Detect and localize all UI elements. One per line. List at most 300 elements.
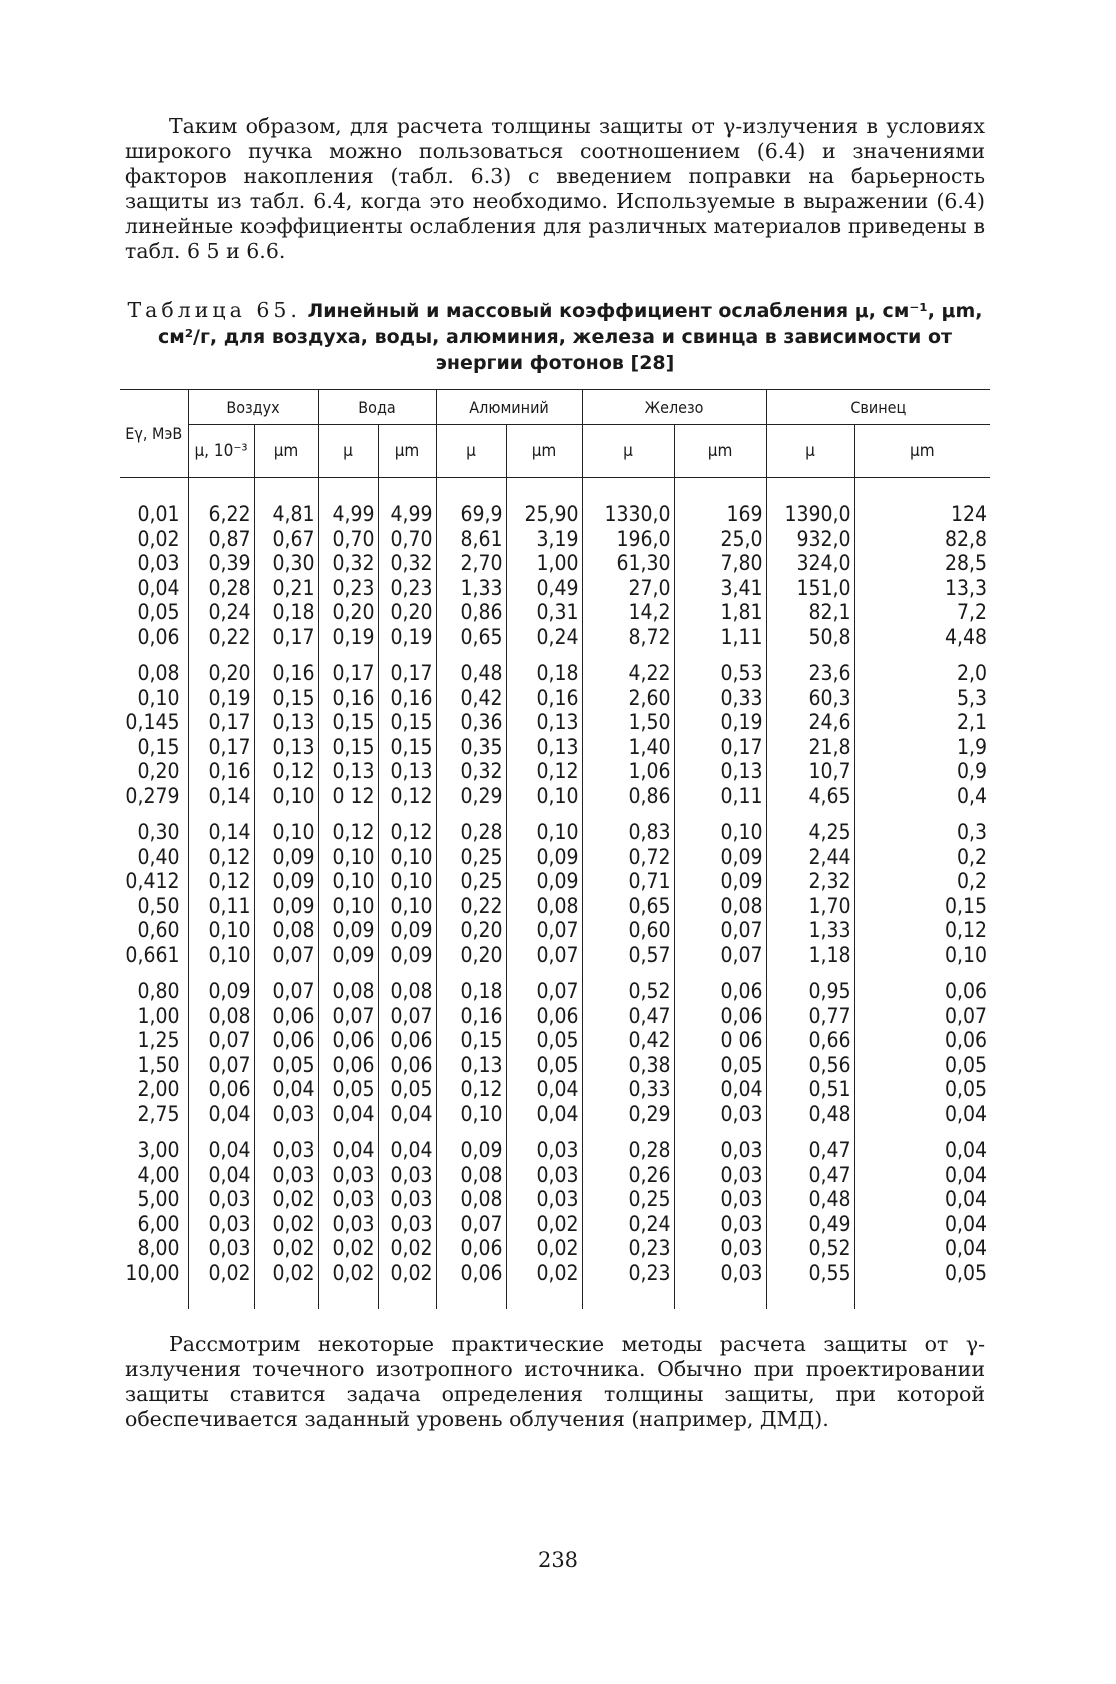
value-cell: 0,70 — [378, 527, 436, 552]
spacer-cell — [378, 967, 436, 979]
value-cell: 0,08 — [674, 894, 766, 919]
value-cell: 0,10 — [254, 784, 318, 809]
value-cell: 0,24 — [506, 625, 582, 650]
value-cell: 0,07 — [254, 943, 318, 968]
group-spacer — [120, 1126, 990, 1138]
sub-header: μ — [582, 425, 674, 478]
value-cell: 4,25 — [766, 820, 854, 845]
value-cell: 0,33 — [582, 1077, 674, 1102]
value-cell: 0,03 — [318, 1163, 378, 1188]
value-cell: 0,15 — [378, 710, 436, 735]
value-cell: 0,66 — [766, 1028, 854, 1053]
spacer-cell — [854, 808, 990, 820]
table-row — [120, 820, 990, 845]
spacer-cell — [378, 1126, 436, 1138]
value-cell: 0,02 — [254, 1212, 318, 1237]
value-cell: 0,12 — [436, 1077, 506, 1102]
spacer-cell — [120, 649, 188, 661]
value-cell: 0,09 — [674, 869, 766, 894]
value-cell: 0,10 — [318, 894, 378, 919]
spacer-cell — [582, 1297, 674, 1309]
spacer-cell — [318, 478, 378, 491]
spacer-cell — [436, 1297, 506, 1309]
value-cell: 0,05 — [854, 1053, 990, 1078]
table-row — [120, 1053, 990, 1078]
value-cell: 0,03 — [378, 1212, 436, 1237]
value-cell: 0,29 — [436, 784, 506, 809]
value-cell: 4,22 — [582, 661, 674, 686]
value-cell: 0,16 — [318, 686, 378, 711]
value-cell: 0 06 — [674, 1028, 766, 1053]
value-cell: 0,09 — [254, 869, 318, 894]
spacer-cell — [436, 1285, 506, 1297]
value-cell: 0,04 — [318, 1102, 378, 1127]
energy-cell: 2,75 — [137, 1101, 180, 1126]
value-cell: 0,04 — [854, 1236, 990, 1261]
spacer-cell — [436, 478, 506, 491]
spacer-cell — [854, 1126, 990, 1138]
value-cell: 4,99 — [318, 502, 378, 527]
value-cell: 61,30 — [582, 551, 674, 576]
value-cell: 0,10 — [674, 820, 766, 845]
spacer-cell — [378, 649, 436, 661]
value-cell: 0,03 — [506, 1163, 582, 1188]
sub-header: μm — [254, 425, 318, 478]
spacer-cell — [766, 1297, 854, 1309]
value-cell: 0,52 — [766, 1236, 854, 1261]
value-cell: 0,60 — [582, 918, 674, 943]
group-spacer — [120, 478, 990, 491]
value-cell: 0,04 — [854, 1102, 990, 1127]
spacer-cell — [766, 1285, 854, 1297]
value-cell: 0,03 — [674, 1163, 766, 1188]
value-cell: 0,03 — [674, 1212, 766, 1237]
table-row — [120, 551, 990, 576]
value-cell: 0,03 — [378, 1187, 436, 1212]
sub-header: μ — [766, 425, 854, 478]
value-cell: 0,39 — [188, 551, 254, 576]
value-cell: 1,70 — [766, 894, 854, 919]
value-cell: 0,13 — [378, 759, 436, 784]
value-cell: 0,16 — [188, 759, 254, 784]
group-spacer — [120, 1285, 990, 1297]
spacer-cell — [506, 1297, 582, 1309]
sub-header: μ — [318, 425, 378, 478]
value-cell: 151,0 — [766, 576, 854, 601]
value-cell: 25,90 — [506, 502, 582, 527]
material-header-lead: Свинец — [766, 390, 990, 425]
spacer-cell — [506, 967, 582, 979]
value-cell: 0,71 — [582, 869, 674, 894]
value-cell: 2,32 — [766, 869, 854, 894]
value-cell: 0,03 — [254, 1138, 318, 1163]
value-cell: 0,31 — [506, 600, 582, 625]
value-cell: 196,0 — [582, 527, 674, 552]
energy-cell: 0,02 — [137, 526, 180, 551]
value-cell: 0,9 — [854, 759, 990, 784]
spacer-cell — [506, 649, 582, 661]
spacer-cell — [254, 1285, 318, 1297]
value-cell: 0,4 — [854, 784, 990, 809]
value-cell: 0,04 — [378, 1102, 436, 1127]
value-cell: 0,47 — [766, 1163, 854, 1188]
value-cell: 124 — [854, 502, 990, 527]
value-cell: 0,25 — [582, 1187, 674, 1212]
value-cell: 0,17 — [318, 661, 378, 686]
value-cell: 0,04 — [188, 1163, 254, 1188]
value-cell: 0,17 — [254, 625, 318, 650]
value-cell: 0,03 — [674, 1236, 766, 1261]
value-cell: 0,28 — [188, 576, 254, 601]
table-row — [120, 576, 990, 601]
spacer-cell — [766, 478, 854, 491]
value-cell: 8,61 — [436, 527, 506, 552]
spacer-cell — [766, 808, 854, 820]
value-cell: 0,38 — [582, 1053, 674, 1078]
value-cell: 0,08 — [188, 1004, 254, 1029]
value-cell: 0,83 — [582, 820, 674, 845]
energy-cell: 10,00 — [125, 1260, 180, 1285]
value-cell: 0,77 — [766, 1004, 854, 1029]
value-cell: 0,16 — [436, 1004, 506, 1029]
value-cell: 0,17 — [188, 710, 254, 735]
spacer-cell — [318, 1297, 378, 1309]
value-cell: 0,10 — [378, 894, 436, 919]
spacer-cell — [582, 490, 674, 502]
value-cell: 2,0 — [854, 661, 990, 686]
value-cell: 0,13 — [674, 759, 766, 784]
value-cell: 0,08 — [436, 1163, 506, 1188]
value-cell: 0,02 — [378, 1261, 436, 1286]
value-cell: 0,14 — [188, 784, 254, 809]
value-cell: 0,07 — [506, 979, 582, 1004]
value-cell: 0,12 — [318, 820, 378, 845]
value-cell: 0,02 — [254, 1261, 318, 1286]
energy-cell: 1,50 — [137, 1052, 180, 1077]
sub-header: μm — [378, 425, 436, 478]
value-cell: 0,05 — [854, 1261, 990, 1286]
spacer-cell — [582, 808, 674, 820]
table-row — [120, 1138, 990, 1163]
spacer-cell — [854, 478, 990, 491]
value-cell: 932,0 — [766, 527, 854, 552]
value-cell: 0,15 — [378, 735, 436, 760]
spacer-cell — [378, 478, 436, 491]
spacer-cell — [120, 808, 188, 820]
table-row — [120, 1236, 990, 1261]
spacer-cell — [582, 1126, 674, 1138]
value-cell: 0,09 — [436, 1138, 506, 1163]
value-cell: 0,06 — [254, 1004, 318, 1029]
value-cell: 0,36 — [436, 710, 506, 735]
value-cell: 0,04 — [378, 1138, 436, 1163]
spacer-cell — [674, 808, 766, 820]
value-cell: 60,3 — [766, 686, 854, 711]
value-cell: 0,02 — [506, 1236, 582, 1261]
value-cell: 0,49 — [506, 576, 582, 601]
table-row — [120, 1212, 990, 1237]
value-cell: 0,20 — [188, 661, 254, 686]
table-row — [120, 979, 990, 1004]
energy-cell: 0,05 — [137, 600, 180, 624]
value-cell: 0,17 — [378, 661, 436, 686]
spacer-cell — [436, 649, 506, 661]
group-spacer — [120, 649, 990, 661]
group-spacer — [120, 808, 990, 820]
spacer-cell — [318, 649, 378, 661]
value-cell: 0,35 — [436, 735, 506, 760]
value-cell: 2,60 — [582, 686, 674, 711]
value-cell: 0,07 — [506, 943, 582, 968]
spacer-cell — [120, 1126, 188, 1138]
value-cell: 0,23 — [582, 1261, 674, 1286]
value-cell: 0,10 — [378, 845, 436, 870]
attenuation-table — [120, 389, 990, 1309]
spacer-cell — [254, 967, 318, 979]
energy-cell: 3,00 — [137, 1138, 180, 1162]
value-cell: 0,12 — [188, 845, 254, 870]
value-cell: 3,19 — [506, 527, 582, 552]
value-cell: 0,11 — [674, 784, 766, 809]
value-cell: 0,67 — [254, 527, 318, 552]
value-cell: 0,05 — [506, 1053, 582, 1078]
value-cell: 0,19 — [188, 686, 254, 711]
value-cell: 27,0 — [582, 576, 674, 601]
value-cell: 0,07 — [378, 1004, 436, 1029]
value-cell: 0,03 — [188, 1187, 254, 1212]
spacer-cell — [254, 490, 318, 502]
energy-cell: 0,06 — [137, 624, 180, 649]
value-cell: 0,03 — [188, 1236, 254, 1261]
value-cell: 0,06 — [318, 1028, 378, 1053]
value-cell: 0,49 — [766, 1212, 854, 1237]
energy-cell: 0,30 — [137, 820, 180, 844]
value-cell: 0,03 — [506, 1138, 582, 1163]
spacer-cell — [378, 490, 436, 502]
spacer-cell — [506, 478, 582, 491]
spacer-cell — [318, 490, 378, 502]
value-cell: 1,33 — [766, 918, 854, 943]
material-header-aluminium: Алюминий — [436, 390, 582, 425]
table-row — [120, 625, 990, 650]
value-cell: 0,19 — [674, 710, 766, 735]
value-cell: 0,20 — [436, 943, 506, 968]
table-row — [120, 894, 990, 919]
page-number: 238 — [537, 1548, 579, 1572]
table-row — [120, 686, 990, 711]
value-cell: 0,12 — [854, 918, 990, 943]
paragraph-top — [125, 114, 985, 264]
value-cell: 1,18 — [766, 943, 854, 968]
value-cell: 28,5 — [854, 551, 990, 576]
value-cell: 0,09 — [506, 869, 582, 894]
value-cell: 0,06 — [378, 1028, 436, 1053]
value-cell: 10,7 — [766, 759, 854, 784]
value-cell: 324,0 — [766, 551, 854, 576]
sub-header: μ — [436, 425, 506, 478]
table-row — [120, 1004, 990, 1029]
value-cell: 0,24 — [582, 1212, 674, 1237]
value-cell: 0,07 — [854, 1004, 990, 1029]
value-cell: 1330,0 — [582, 502, 674, 527]
spacer-cell — [854, 649, 990, 661]
value-cell: 0,13 — [436, 1053, 506, 1078]
value-cell: 13,3 — [854, 576, 990, 601]
value-cell: 0,2 — [854, 845, 990, 870]
spacer-cell — [378, 1297, 436, 1309]
energy-cell: 0,50 — [137, 893, 180, 918]
value-cell: 0,04 — [506, 1102, 582, 1127]
energy-cell: 0,15 — [137, 734, 180, 759]
value-cell: 0,65 — [582, 894, 674, 919]
spacer-cell — [674, 1126, 766, 1138]
value-cell: 0,10 — [378, 869, 436, 894]
table-row — [120, 1261, 990, 1286]
value-cell: 0,13 — [506, 710, 582, 735]
value-cell: 1,33 — [436, 576, 506, 601]
value-cell: 0,08 — [506, 894, 582, 919]
energy-cell: 0,412 — [125, 869, 180, 893]
value-cell: 0 12 — [318, 784, 378, 809]
table-row — [120, 759, 990, 784]
value-cell: 82,8 — [854, 527, 990, 552]
spacer-cell — [582, 649, 674, 661]
value-cell: 0,08 — [436, 1187, 506, 1212]
value-cell: 0,16 — [254, 661, 318, 686]
value-cell: 4,48 — [854, 625, 990, 650]
value-cell: 0,05 — [854, 1077, 990, 1102]
value-cell: 0,20 — [318, 600, 378, 625]
value-cell: 0,12 — [378, 820, 436, 845]
value-cell: 0,23 — [318, 576, 378, 601]
spacer-cell — [318, 1285, 378, 1297]
spacer-cell — [506, 808, 582, 820]
sub-header: μm — [506, 425, 582, 478]
value-cell: 1,06 — [582, 759, 674, 784]
value-cell: 0,12 — [506, 759, 582, 784]
value-cell: 0,15 — [254, 686, 318, 711]
spacer-cell — [674, 1285, 766, 1297]
paragraph-top-text: Таким образом, для расчета толщины защиты от γ-излучения в условиях широкого пучка можно пользоваться соотношением (6.4) и значениями факторов накопления (табл. 6.3) с введением поправки на барьерность защиты из табл. 6.4, когда это необходимо. Используемые в выражении (6.4) линейные коэффициенты ослабления для различных материалов приведены в табл. 6 5 и 6.6. — [125, 114, 985, 263]
value-cell: 0,03 — [674, 1187, 766, 1212]
spacer-cell — [254, 1126, 318, 1138]
spacer-cell — [120, 1297, 188, 1309]
value-cell: 0,13 — [318, 759, 378, 784]
value-cell: 7,2 — [854, 600, 990, 625]
value-cell: 0,09 — [378, 943, 436, 968]
value-cell: 0,02 — [318, 1261, 378, 1286]
value-cell: 0,08 — [378, 979, 436, 1004]
value-cell: 4,99 — [378, 502, 436, 527]
spacer-cell — [254, 478, 318, 491]
value-cell: 0,06 — [378, 1053, 436, 1078]
value-cell: 0,2 — [854, 869, 990, 894]
group-spacer — [120, 967, 990, 979]
value-cell: 0,06 — [254, 1028, 318, 1053]
value-cell: 0,70 — [318, 527, 378, 552]
value-cell: 0,09 — [254, 894, 318, 919]
material-header-iron: Железо — [582, 390, 766, 425]
value-cell: 0,23 — [378, 576, 436, 601]
value-cell: 23,6 — [766, 661, 854, 686]
value-cell: 14,2 — [582, 600, 674, 625]
value-cell: 0,02 — [188, 1261, 254, 1286]
value-cell: 0,48 — [766, 1102, 854, 1127]
value-cell: 0,09 — [188, 979, 254, 1004]
spacer-cell — [674, 490, 766, 502]
value-cell: 0,18 — [436, 979, 506, 1004]
value-cell: 0,10 — [854, 943, 990, 968]
value-cell: 0,18 — [506, 661, 582, 686]
value-cell: 0,10 — [436, 1102, 506, 1127]
value-cell: 0,19 — [378, 625, 436, 650]
value-cell: 0,05 — [506, 1028, 582, 1053]
value-cell: 0,04 — [254, 1077, 318, 1102]
value-cell: 0,02 — [254, 1187, 318, 1212]
value-cell: 0,20 — [436, 918, 506, 943]
value-cell: 0,10 — [506, 820, 582, 845]
table-row — [120, 845, 990, 870]
spacer-cell — [582, 1285, 674, 1297]
value-cell: 0,07 — [188, 1028, 254, 1053]
table-caption-text: Линейный и массовый коэффициент ослабления μ, см⁻¹, μm, см²/г, для воздуха, воды, алюминия, железа и свинца в зависимости от энергии фотонов [28] — [157, 300, 983, 374]
value-cell: 0,07 — [674, 943, 766, 968]
spacer-cell — [766, 649, 854, 661]
value-cell: 0,55 — [766, 1261, 854, 1286]
value-cell: 0,08 — [318, 979, 378, 1004]
value-cell: 0,04 — [188, 1102, 254, 1127]
value-cell: 0,24 — [188, 600, 254, 625]
value-cell: 1,9 — [854, 735, 990, 760]
value-cell: 0,06 — [854, 1028, 990, 1053]
value-cell: 0,03 — [318, 1187, 378, 1212]
table-row — [120, 943, 990, 968]
value-cell: 0,09 — [318, 943, 378, 968]
value-cell: 0,06 — [506, 1004, 582, 1029]
spacer-cell — [188, 808, 254, 820]
value-cell: 0,16 — [506, 686, 582, 711]
value-cell: 3,41 — [674, 576, 766, 601]
value-cell: 0,28 — [436, 820, 506, 845]
spacer-cell — [188, 967, 254, 979]
value-cell: 0,03 — [318, 1212, 378, 1237]
energy-cell: 0,04 — [137, 575, 180, 600]
value-cell: 25,0 — [674, 527, 766, 552]
value-cell: 0,10 — [188, 918, 254, 943]
value-cell: 0,09 — [674, 845, 766, 870]
table-row — [120, 502, 990, 527]
table-row — [120, 710, 990, 735]
value-cell: 0,06 — [674, 979, 766, 1004]
value-cell: 0,28 — [582, 1138, 674, 1163]
sub-header: μm — [674, 425, 766, 478]
energy-cell: 0,60 — [137, 918, 180, 942]
value-cell: 82,1 — [766, 600, 854, 625]
table-row — [120, 1102, 990, 1127]
spacer-cell — [378, 1285, 436, 1297]
value-cell: 0,42 — [436, 686, 506, 711]
value-cell: 0,17 — [674, 735, 766, 760]
value-cell: 0,09 — [378, 918, 436, 943]
spacer-cell — [188, 490, 254, 502]
energy-cell: 4,00 — [137, 1162, 180, 1187]
energy-cell: 0,01 — [137, 502, 180, 526]
value-cell: 0,15 — [436, 1028, 506, 1053]
table-caption — [120, 298, 990, 376]
spacer-cell — [188, 1126, 254, 1138]
value-cell: 0,11 — [188, 894, 254, 919]
value-cell: 0,04 — [854, 1187, 990, 1212]
